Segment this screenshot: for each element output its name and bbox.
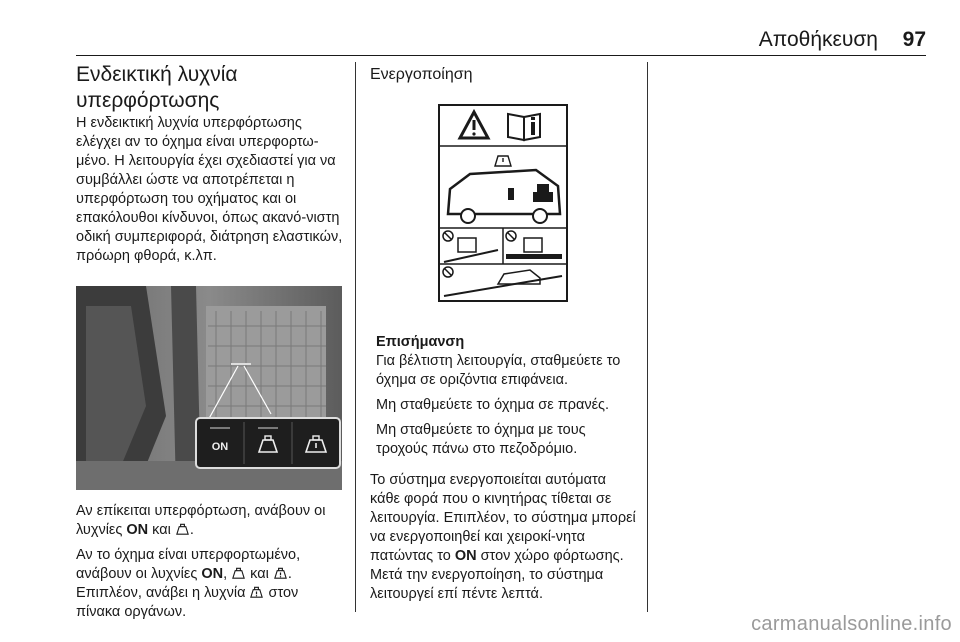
note-box bbox=[376, 333, 636, 459]
watermark: carmanualsonline.info bbox=[751, 613, 952, 635]
cargo-area-photo bbox=[76, 286, 342, 490]
overload-intro: Η ενδεικτική λυχνία υπερφόρτωσης ελέγχει αν το όχημα είναι υπερφορτω-μένο. Η λειτουργία έχει σχεδιαστεί για να συμβάλλει ώστε να αποτρέπεται η υπερφόρτωση του οχήματος και οι επακόλουθοι κίνδυνοι, όπως ακανό-νιστη οδική συμπεριφορά, διάτρηση ελαστικών, πρόωρη φθορά, κ.λπ. bbox=[76, 115, 343, 264]
overload-heading: Ενδεικτική λυχνία υπερφόρτωσης bbox=[76, 63, 238, 112]
section-title: Αποθήκευση bbox=[758, 28, 878, 51]
column-divider-left bbox=[355, 62, 356, 612]
on-label: ON bbox=[126, 522, 149, 538]
cargo-photo-illustration bbox=[76, 286, 342, 490]
warning-label-illustration bbox=[438, 104, 568, 302]
note-text-3: Μη σταθμεύετε το όχημα με τους τροχούς πάνω στο πεζοδρόμιο. bbox=[376, 422, 586, 457]
header-rule bbox=[76, 55, 926, 56]
note-text-1: Για βέλτιστη λειτουργία, σταθμεύετε το όχημα σε οριζόντια επιφάνεια. bbox=[376, 353, 621, 388]
activation-heading: Ενεργοποίηση bbox=[370, 66, 473, 83]
note-title: Επισήμανση bbox=[376, 334, 465, 350]
page-number: 97 bbox=[902, 28, 926, 51]
load-warning-icon bbox=[249, 584, 264, 599]
svg-text:ON: ON bbox=[211, 441, 229, 453]
left-column bbox=[76, 62, 344, 622]
note-text-2: Μη σταθμεύετε το όχημα σε πρανές. bbox=[376, 397, 610, 413]
middle-column bbox=[370, 62, 636, 604]
load-icon bbox=[231, 565, 246, 580]
load-warning-icon bbox=[273, 565, 288, 580]
activation-paragraph: Το σύστημα ενεργοποιείται αυτόματα κάθε φορά που ο κινητήρας τίθεται σε λειτουργία. Επιπλέον, το σύστημα μπορεί να ενεργοποιηθεί και χειροκί-νητα πατώντας το ON στον χώρο φόρτωσης. Μετά την ενεργοποίηση, το σύστημα λειτουργεί επί πέντε λεπτά. bbox=[370, 472, 636, 602]
overload-paragraph-1: Αν επίκειται υπερφόρτωση, ανάβουν οι λυχνίες ON και . bbox=[76, 503, 326, 538]
overload-paragraph-2: Αν το όχημα είναι υπερφορτωμένο, ανάβουν οι λυχνίες ON, και . bbox=[76, 547, 301, 582]
page-header bbox=[0, 0, 960, 56]
load-icon bbox=[175, 521, 190, 536]
overload-paragraph-3: Επιπλέον, ανάβει η λυχνία στον πίνακα οργάνων. bbox=[76, 585, 299, 620]
column-divider-right bbox=[647, 62, 648, 612]
